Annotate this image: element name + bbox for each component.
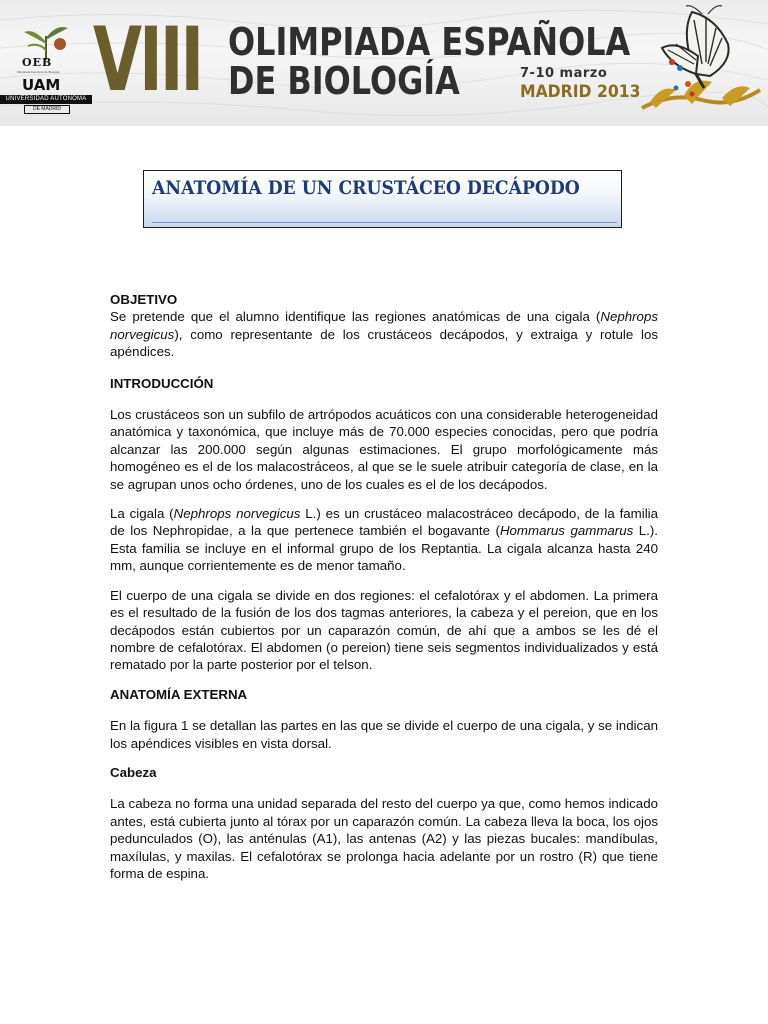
title-underline <box>152 222 617 223</box>
section-objetivo <box>110 291 658 361</box>
event-dates: 7-10 marzo <box>520 66 608 81</box>
introduccion-paragraph-3: El cuerpo de una cigala se divide en dos regiones: el cefalotórax y el abdomen. La primera es el resultado de la fusión de los dos tagmas anteriores, la cabeza y el pereion, que en los decápodos están cubiertos por un caparazón común, de ahí que a ambos se les dé el nombre de cefalotórax. El abdomen (o pereion) tiene seis segmentos individualizados y está rematado por la parte posterior por el telson. <box>110 587 658 673</box>
objetivo-text-a: Se pretende que el alumno identifique las regiones anatómicas de una cigala ( <box>110 309 601 325</box>
species-name-2: Hommarus gammarus <box>499 523 634 539</box>
event-title-line1: OLIMPIADA ESPAÑOLA <box>228 20 631 64</box>
introduccion-paragraph-2 <box>110 505 658 575</box>
intro-p2-text-a: La cigala ( <box>110 506 174 522</box>
cabeza-paragraph: La cabeza no forma una unidad separada del resto del cuerpo ya que, como hemos indicado antes, está cubierta junto al tórax por un caparazón común. La cabeza lleva la boca, los ojos pedunculados (O), las anténulas (A1), las antenas (A2) y las piezas bucales: mandíbulas, maxílulas, y maxilas. El cefalotórax se prolonga hacia adelante por un rostro (R) que tiene forma de espina. <box>110 796 658 881</box>
objetivo-paragraph <box>110 308 658 360</box>
section-heading-cabeza: Cabeza <box>110 764 157 780</box>
section-heading-introduccion: INTRODUCCIÓN <box>110 375 214 391</box>
intro-p2-text-b: L.) es un crustáceo malacostráceo decápodo, de la familia de los Nephropidae, a la que pertenece también el bogavante ( <box>110 506 659 539</box>
species-name: Nephrops norvegicus <box>110 309 658 342</box>
objetivo-text-b: ), como representante de los crustáceos decápodos, y extraiga y rotule los apéndices. <box>110 326 658 360</box>
introduccion-paragraph-1: Los crustáceos son un subfilo de artrópodos acuáticos con una considerable heterogeneidad anatómica y taxonómica, que incluye más de 70.000 especies conocidas, pero que podría alcanzar las 200.000 según algunas estimaciones. El grupo morfológicamente más homogéneo es el de los malacostráceos, al que se le suele atribuir categoría de clase, en la se agrupan unos ocho órdenes, uno de los cuales es el de los decápodos. <box>110 407 658 492</box>
header-banner <box>0 0 768 126</box>
section-heading-anatomia-externa: ANATOMÍA EXTERNA <box>110 686 248 702</box>
butterfly-icon <box>632 4 768 124</box>
university-city: DE MADRID <box>24 105 70 114</box>
uam-logo: UAM <box>22 76 61 94</box>
event-title-line2: DE BIOLOGÍA <box>228 59 460 103</box>
section-heading-objetivo: OBJETIVO <box>110 292 178 307</box>
document-title: ANATOMÍA DE UN CRUSTÁCEO DECÁPODO <box>152 178 580 199</box>
species-name: Nephrops norvegicus <box>173 506 301 522</box>
section-cabeza <box>110 764 658 882</box>
oeb-logo: OEB <box>22 56 53 69</box>
document-body <box>110 291 658 882</box>
section-anatomia-externa <box>110 686 658 752</box>
intro-p2-text-c: L.). Esta familia se incluye en el informal grupo de los Reptantia. La cigala alcanza hasta 240 mm, aunque corrientemente es de menor tamaño. <box>110 523 658 574</box>
section-introduccion <box>110 375 658 674</box>
anatomia-externa-paragraph: En la figura 1 se detallan las partes en las que se divide el cuerpo de una cigala, y se indican los apéndices visibles en vista dorsal. <box>110 718 658 751</box>
document-title-box <box>143 170 622 228</box>
oeb-logo-subtitle: Olimpiada Española de Biología <box>16 70 60 74</box>
university-name: UNIVERSIDAD AUTONOMA <box>0 95 92 104</box>
edition-numeral: VIII <box>93 8 202 111</box>
organizer-logos <box>0 10 94 116</box>
event-city-year: MADRID 2013 <box>520 82 641 102</box>
